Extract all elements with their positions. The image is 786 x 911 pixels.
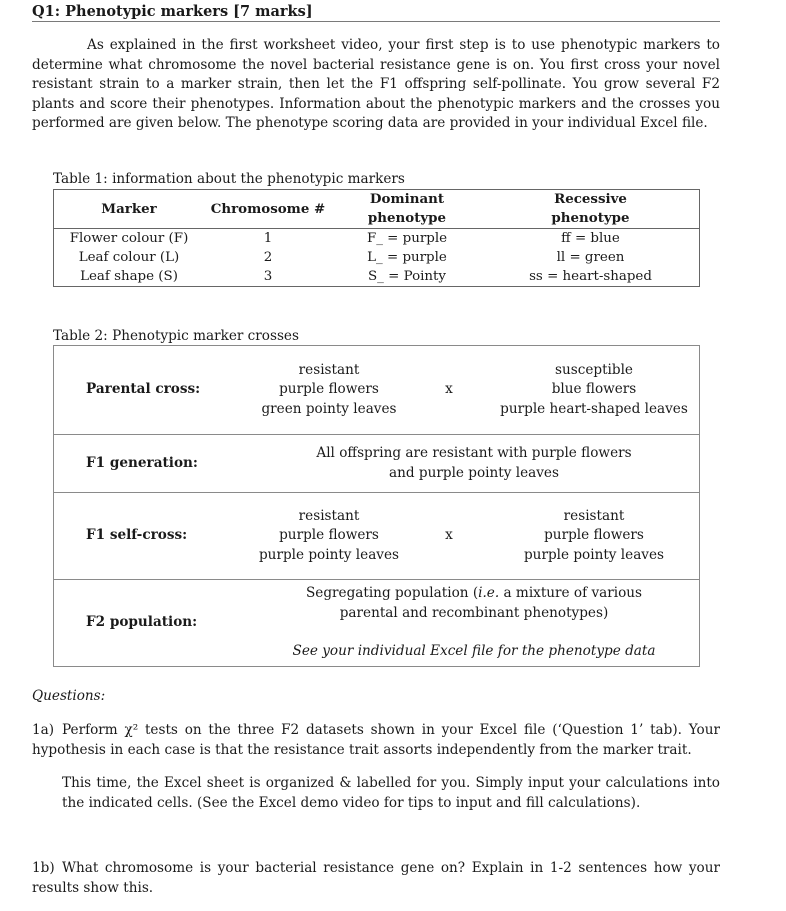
question-1a xyxy=(32,721,720,760)
f2-population-row xyxy=(54,580,700,667)
question-1a-text: Perform χ² tests on the three F2 datasets shown in your Excel file (‘Question 1’ tab). Your hypothesis in each case is that the resistance trait assorts independently from the marker trait. xyxy=(32,722,720,758)
phenotypic-markers-table xyxy=(53,189,700,287)
question-1a-extra: This time, the Excel sheet is organized & labelled for you. Simply input your calculations into the indicated cells. (See the Excel demo video for tips to input and fill calculations). xyxy=(62,775,720,811)
f1-generation-label: F1 generation: xyxy=(54,435,250,493)
f1-generation-row xyxy=(54,435,700,493)
table1-header-chromosome: Chromosome # xyxy=(204,190,332,229)
f2-excel-note: See your individual Excel file for the phenotype data xyxy=(292,643,656,660)
parental-left: resistant purple flowers green pointy leaves xyxy=(249,346,409,435)
table1-cell: ss = heart-shaped xyxy=(529,269,652,284)
f1-self-cross-row xyxy=(54,493,700,580)
table1-cell: ll = green xyxy=(556,250,625,265)
parental-cross-label: Parental cross: xyxy=(54,346,250,435)
f2-population-label: F2 population: xyxy=(54,580,250,667)
parental-x: x xyxy=(409,346,489,435)
phenotypic-crosses-table xyxy=(53,345,700,667)
table1-cell: Flower colour (F) xyxy=(69,231,189,246)
intro-text: As explained in the first worksheet video, your first step is to use phenotypic markers to determine what chromosome the novel bacterial resistance gene is on. You first cross your novel resistant strain to a marker strain, then let the F1 offspring self-pollinate. You grow several F2 plants and score their phenotypes. Information about the phenotypic markers and the crosses you performed are given below. The phenotype scoring data are provided in your individual Excel file. xyxy=(32,37,720,131)
table2-caption: Table 2: Phenotypic marker crosses xyxy=(53,328,299,344)
table1-cell: S_ = Pointy xyxy=(368,269,446,284)
question-1b-number: 1b) xyxy=(32,860,55,876)
question-1a-number: 1a) xyxy=(32,722,55,738)
parental-cross-row xyxy=(54,346,700,435)
table1-cell: Leaf shape (S) xyxy=(80,269,178,284)
parental-right: susceptible blue flowers purple heart-shaped leaves xyxy=(489,346,700,435)
question-1b xyxy=(32,859,720,898)
table1-cell: ff = blue xyxy=(561,231,620,246)
table1-header-marker: Marker xyxy=(54,190,205,229)
self-cross-x: x xyxy=(409,493,489,580)
question-heading: Q1: Phenotypic markers [7 marks] xyxy=(32,3,313,20)
questions-label: Questions: xyxy=(32,688,106,704)
self-cross-right: resistant purple flowers purple pointy leaves xyxy=(489,493,700,580)
f1-self-cross-label: F1 self-cross: xyxy=(54,493,250,580)
table1-header-recessive: Recessive phenotype xyxy=(482,190,700,229)
table1-cell: 1 xyxy=(263,231,273,246)
table1-cell: 2 xyxy=(263,250,273,265)
self-cross-left: resistant purple flowers purple pointy leaves xyxy=(249,493,409,580)
table1-cell: Leaf colour (L) xyxy=(78,250,180,265)
heading-divider xyxy=(32,21,720,22)
table-row xyxy=(54,229,700,249)
f1-generation-text: All offspring are resistant with purple flowers and purple pointy leaves xyxy=(249,435,700,493)
table1-header-row xyxy=(54,190,700,229)
intro-paragraph xyxy=(32,36,720,134)
table1-caption: Table 1: information about the phenotypic markers xyxy=(53,171,405,187)
f2-population-text: Segregating population (i.e. a mixture of various parental and recombinant phenotypes) See your individual Excel file for the phenotype data xyxy=(249,580,700,667)
table1-cell: F_ = purple xyxy=(366,231,448,246)
table-row xyxy=(54,267,700,287)
table1-cell: 3 xyxy=(263,269,273,284)
question-1b-text: What chromosome is your bacterial resistance gene on? Explain in 1-2 sentences how your results show this. xyxy=(32,860,720,896)
table1-cell: L_ = purple xyxy=(367,250,447,265)
table1-header-dominant: Dominant phenotype xyxy=(332,190,482,229)
table-row xyxy=(54,248,700,267)
